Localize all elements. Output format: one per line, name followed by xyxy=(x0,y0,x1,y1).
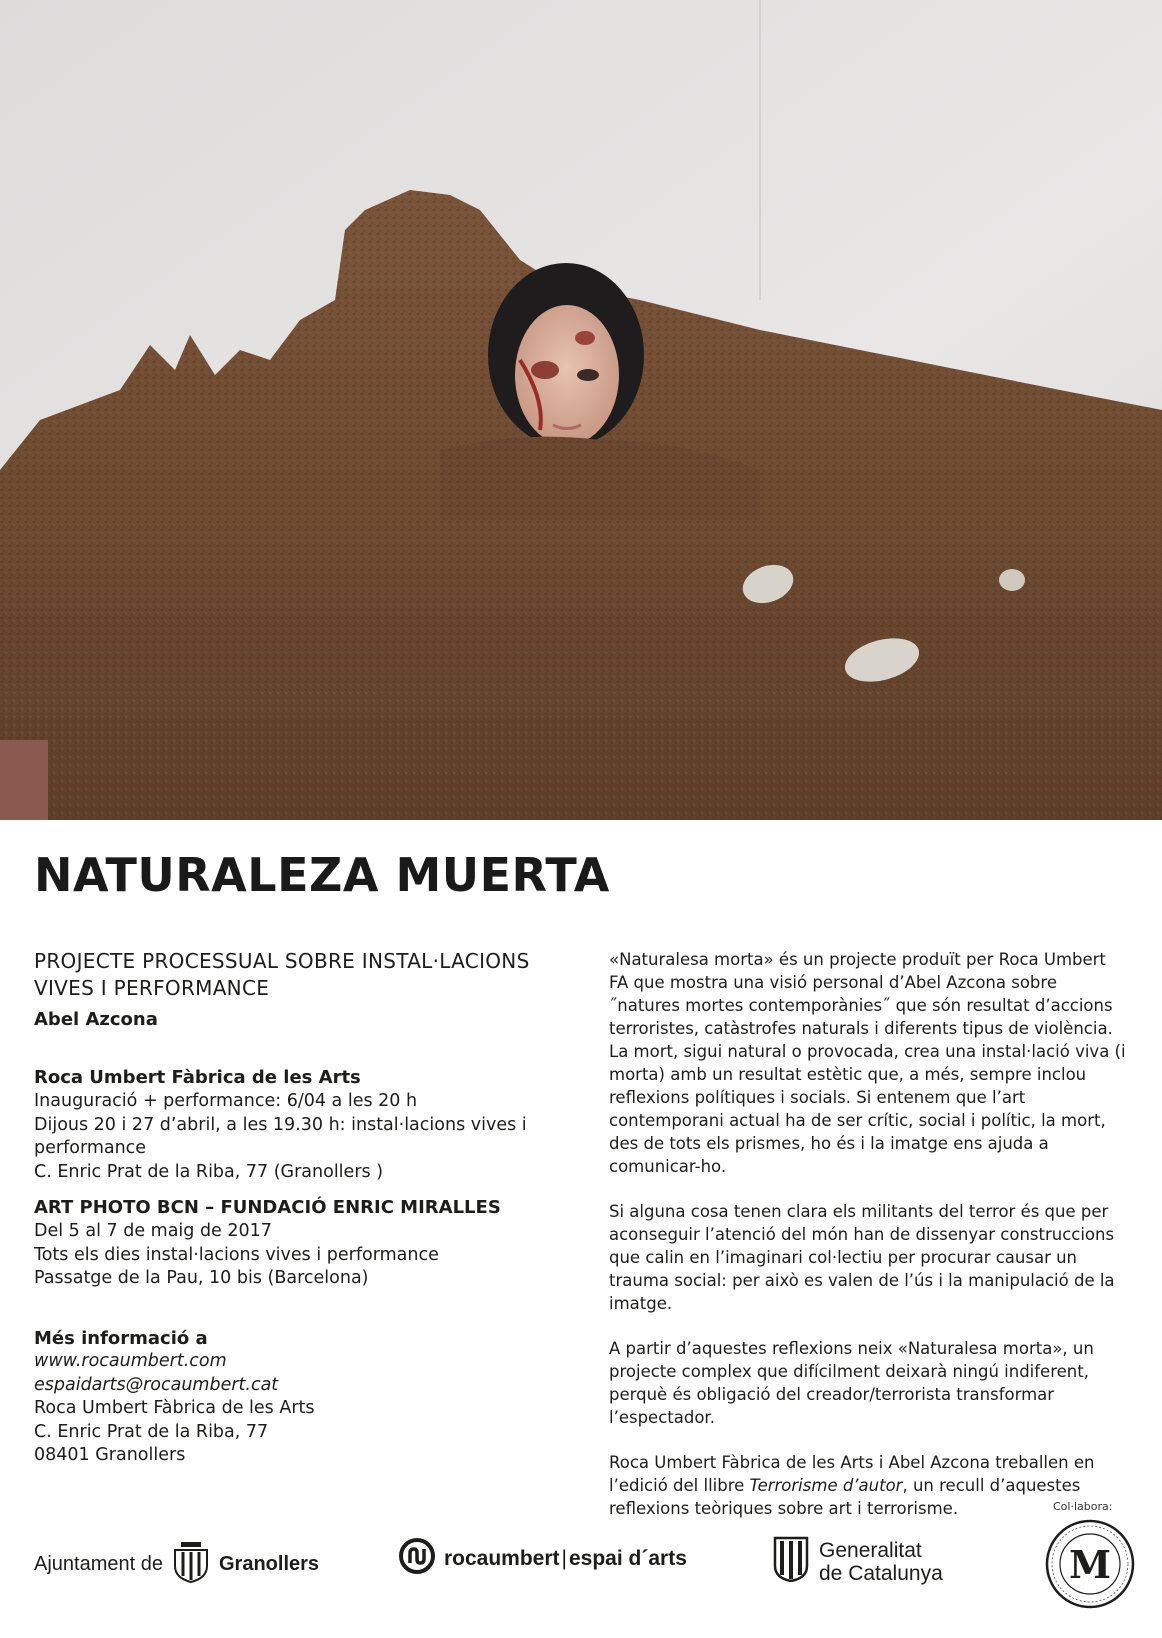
generalitat-logo xyxy=(773,1536,943,1587)
school-seal-icon xyxy=(1044,1518,1136,1614)
venue-art-photo-bcn xyxy=(34,1196,574,1291)
rocaumbert-logo xyxy=(398,1537,687,1581)
website-link[interactable]: www.rocaumbert.com xyxy=(34,1351,227,1371)
subtitle xyxy=(34,948,574,1002)
venue-address: C. Enric Prat de la Riba, 77 (Granollers ) xyxy=(34,1161,384,1182)
venue-line: Del 5 al 7 de maig de 2017 xyxy=(34,1221,272,1241)
org-street: C. Enric Prat de la Riba, 77 xyxy=(34,1421,269,1442)
seal-letter: M xyxy=(1068,1542,1112,1587)
venue-line: Dijous 20 i 27 d’abril, a les 19.30 h: instal·lacions vives i xyxy=(34,1114,527,1135)
venue-address: Passatge de la Pau, 10 bis (Barcelona) xyxy=(34,1268,369,1288)
author-name: Abel Azcona xyxy=(34,1009,158,1030)
paragraph-text: , un recull d’aquestes reflexions teòriques sobre art i terrorisme. xyxy=(609,1476,1081,1518)
venue-roca-umbert xyxy=(34,1066,574,1184)
venue-line: Tots els dies instal·lacions vives i performance xyxy=(34,1244,439,1265)
ajuntament-granollers-logo xyxy=(34,1540,319,1589)
ajuntament-de-text: Ajuntament de xyxy=(34,1553,163,1575)
more-info xyxy=(34,1327,574,1468)
generalitat-line-1: Generalitat xyxy=(819,1538,922,1562)
generalitat-text xyxy=(819,1539,943,1585)
venue-line: performance xyxy=(34,1138,147,1158)
book-title: Terrorisme d’autor xyxy=(749,1476,903,1495)
paragraph: A partir d’aquestes reflexions neix «Naturalesa morta», un projecte complex que difícilment deixarà ningú indiferent, perquè és obligació del creador/terrorista transformar l’espectador. xyxy=(609,1339,1094,1427)
granollers-crest-icon xyxy=(169,1540,213,1589)
subtitle-line-2: VIVES I PERFORMANCE xyxy=(34,976,270,1000)
generalitat-logo-icon xyxy=(773,1536,809,1587)
org-name: Roca Umbert Fàbrica de les Arts xyxy=(34,1398,315,1418)
paragraph: «Naturalesa morta» és un projecte produït per Roca Umbert FA que mostra una visió personal d’Abel Azcona sobre ˝natures mortes contemporànies˝ que són resultat d’accions terroristes, catàstrofes naturals i diferents tipus de violència. La mort, sigui natural o provocada, crea una instal·lació viva (i morta) amb un resultat estètic que, a més, sempre inclou reflexions polítiques i socials. Si entenem que l’art contemporani actual ha de ser crític, social i polític, la mort, des de tots els prismes, ho és i la imatge ens ajuda a comunicar-ho. xyxy=(609,950,1126,1176)
more-info-heading: Més informació a xyxy=(34,1327,208,1349)
email-link[interactable]: espaidarts@rocaumbert.cat xyxy=(34,1374,279,1395)
project-description xyxy=(609,948,1129,1542)
event-details xyxy=(34,948,574,1468)
paragraph-text: Roca Umbert Fàbrica de les Arts i Abel Azcona treballen en l’edició del llibre xyxy=(609,1453,1095,1495)
rocaumbert-logo-icon xyxy=(398,1537,436,1581)
org-city: 08401 Granollers xyxy=(34,1445,186,1465)
collabora-label: Col·labora: xyxy=(1053,1500,1113,1513)
generalitat-line-2: de Catalunya xyxy=(819,1561,943,1585)
rocaumbert-text: rocaumbert xyxy=(444,1547,560,1570)
granollers-text: Granollers xyxy=(218,1553,320,1575)
paragraph xyxy=(609,1451,1129,1520)
page-title: NATURALEZA MUERTA xyxy=(34,848,610,902)
venue-name: Roca Umbert Fàbrica de les Arts xyxy=(34,1067,361,1088)
espai-text: espai d´arts xyxy=(569,1547,687,1570)
subtitle-line-1: PROJECTE PROCESSUAL SOBRE INSTAL·LACIONS xyxy=(34,949,530,973)
venue-name: ART PHOTO BCN – FUNDACIÓ ENRIC MIRALLES xyxy=(34,1197,501,1218)
logo-separator: | xyxy=(561,1547,567,1570)
venue-line: Inauguració + performance: 6/04 a les 20 h xyxy=(34,1091,418,1111)
paragraph: Si alguna cosa tenen clara els militants del terror és que per aconseguir l’atenció del món han de dissenyar construccions que calin en l’imaginari col·lectiu per procurar causar un trauma social: per això es valen de l’ús i la manipulació de la imatge. xyxy=(609,1202,1115,1313)
